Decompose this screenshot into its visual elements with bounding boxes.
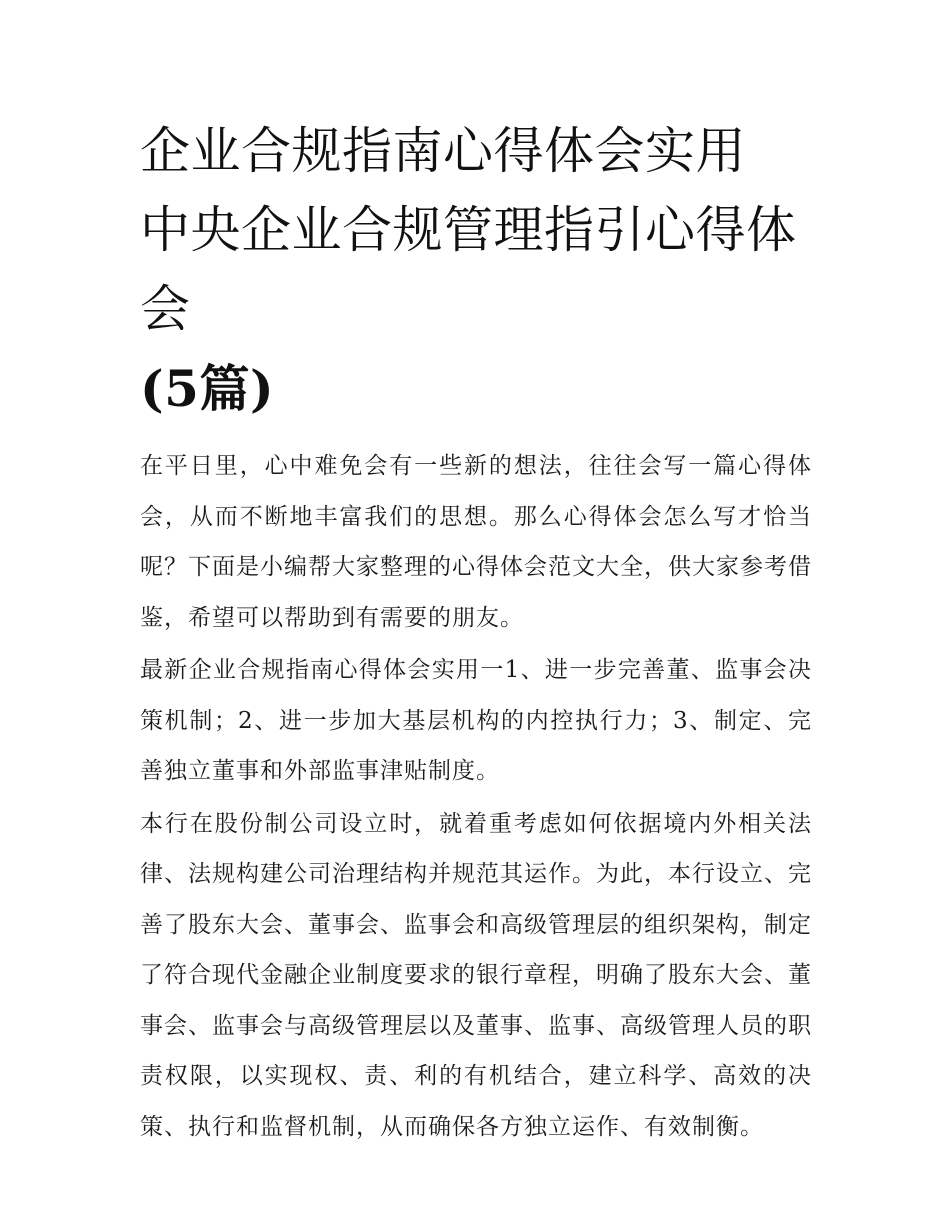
document-page xyxy=(140,112,812,1154)
document-title-main: 企业合规指南心得体会实用 中央企业合规管理指引心得体会 xyxy=(140,122,797,338)
body-paragraph: 本行在股份制公司设立时，就着重考虑如何依据境内外相关法律、法规构建公司治理结构并规范其运作。为此，本行设立、完善了股东大会、董事会、监事会和高级管理层的组织架构，制定了符合现代金融企业制度要求的银行章程，明确了股东大会、董事会、监事会与高级管理层以及董事、监事、高级管理人员的职责权限，以实现权、责、利的有机结合，建立科学、高效的决策、执行和监督机制，从而确保各方独立运作、有效制衡。 xyxy=(140,810,812,1140)
document-title xyxy=(140,112,812,429)
body-paragraph: 最新企业合规指南心得体会实用一1、进一步完善董、监事会决策机制；2、进一步加大基层机构的内控执行力；3、制定、完善独立董事和外部监事津贴制度。 xyxy=(140,657,812,784)
document-title-count: (5篇) xyxy=(140,359,275,418)
document-body xyxy=(140,441,812,1152)
intro-paragraph: 在平日里，心中难免会有一些新的想法，往往会写一篇心得体会，从而不断地丰富我们的思想。那么心得体会怎么写才恰当呢？下面是小编帮大家整理的心得体会范文大全，供大家参考借鉴，希望可以帮助到有需要的朋友。 xyxy=(140,453,812,631)
